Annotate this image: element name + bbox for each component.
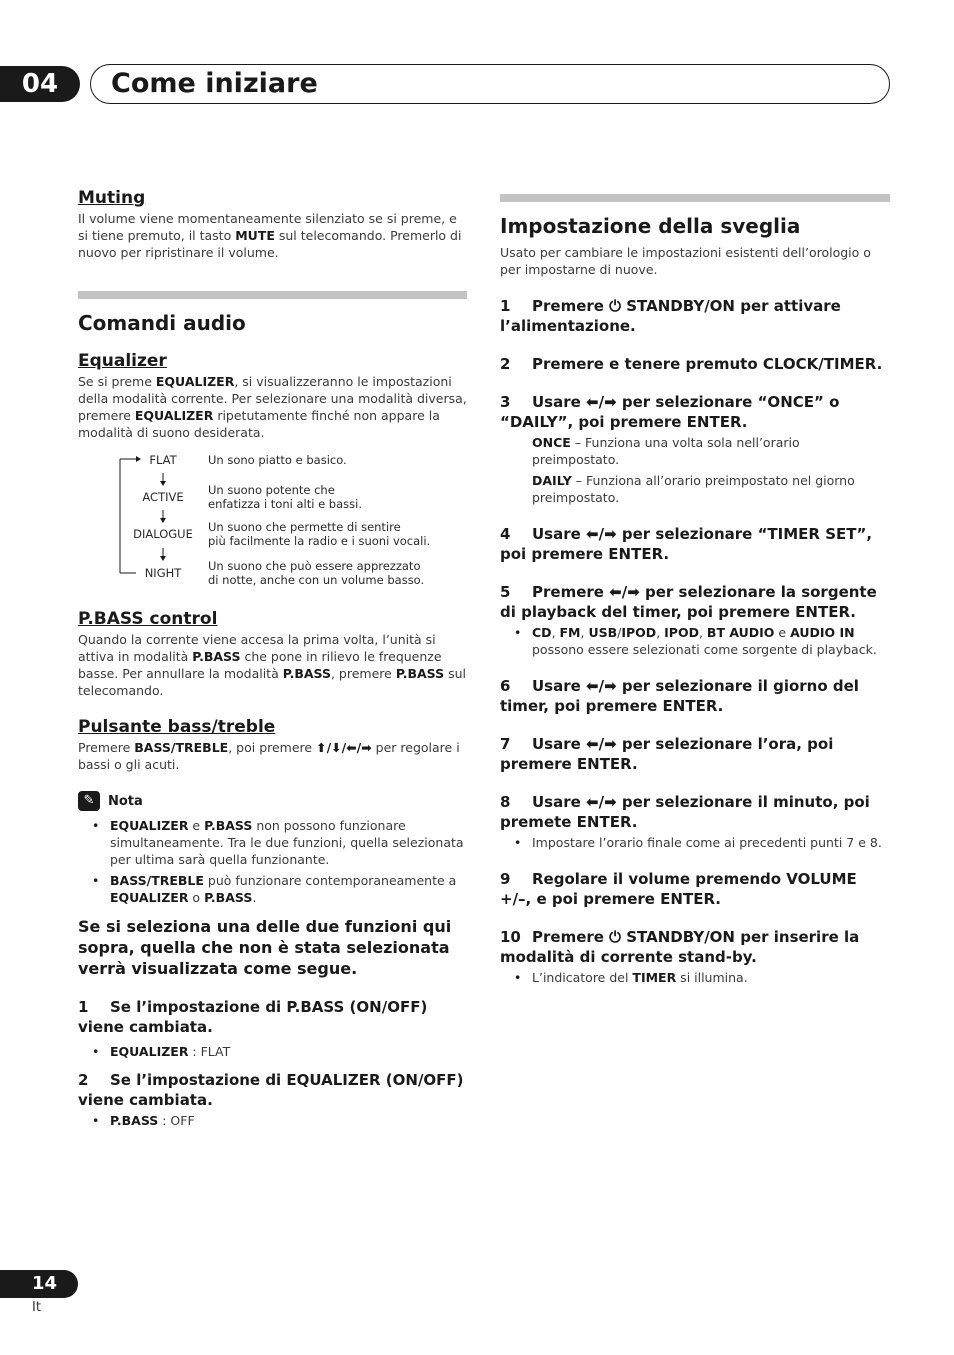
pbass-heading: P.BASS control — [78, 609, 218, 629]
alarm-step-10: 10 Premere ⏻ STANDBY/ON per inserire la modalità di corrente stand-by. — [500, 928, 860, 966]
left-step-2-bullets — [78, 1112, 467, 1129]
bullet-item: • EQUALIZER : FLAT — [110, 1043, 467, 1060]
section-divider — [78, 291, 467, 299]
language-code: It — [32, 1300, 41, 1315]
source-list — [500, 624, 890, 658]
audio-controls-heading: Comandi audio — [78, 311, 246, 335]
pencil-note-icon: ✎ — [78, 791, 100, 811]
alarm-step-3: 3 Usare ⬅/➡ per selezionare “ONCE” o “DAILY”, poi premere ENTER. — [500, 393, 840, 431]
chapter-title: Come iniziare — [111, 68, 318, 99]
chapter-number: 04 — [0, 66, 80, 102]
left-step-2: 2 Se l’impostazione di EQUALIZER (ON/OFF) viene cambiata. — [78, 1071, 464, 1109]
mode-dialogue: DIALOGUE — [133, 527, 193, 541]
mode-dialogue-desc: Un suono che permette di sentire più facilmente la radio e i suoni vocali. — [208, 520, 431, 548]
equalizer-mode-diagram — [78, 453, 467, 591]
source-item: • CD, FM, USB/IPOD, IPOD, BT AUDIO e AUDIO IN possono essere selezionati come sorgente di playback. — [532, 624, 890, 658]
left-step-1: 1 Se l’impostazione di P.BASS (ON/OFF) viene cambiata. — [78, 998, 428, 1036]
chapter-title-box — [90, 64, 890, 104]
muting-text: Il volume viene momentaneamente silenziato se si preme, e si tiene premuto, il tasto MUTE sul telecomando. Premerlo di nuovo per ripristinare il volume. — [78, 211, 462, 260]
left-step-1-bullets — [78, 1043, 467, 1060]
alarm-heading: Impostazione della sveglia — [500, 214, 801, 238]
mode-night: NIGHT — [144, 566, 182, 580]
step-10-notes — [500, 969, 890, 986]
alarm-intro: Usato per cambiare le impostazioni esistenti dell’orologio o per impostarne di nuove. — [500, 245, 871, 277]
note-header — [78, 791, 467, 811]
alarm-step-6: 6 Usare ⬅/➡ per selezionare il giorno del timer, poi premere ENTER. — [500, 677, 859, 715]
step-8-notes — [500, 834, 890, 851]
alarm-step-5: 5 Premere ⬅/➡ per selezionare la sorgente di playback del timer, poi premere ENTER. — [500, 583, 877, 621]
note-label: Nota — [108, 793, 143, 809]
note-list — [78, 817, 467, 906]
mode-active: ACTIVE — [142, 490, 184, 504]
alarm-step-4: 4 Usare ⬅/➡ per selezionare “TIMER SET”, poi premere ENTER. — [500, 525, 873, 563]
left-column — [78, 188, 467, 1129]
page-number: 14 — [0, 1270, 78, 1298]
alarm-step-9: 9 Regolare il volume premendo VOLUME +/–, e poi premere ENTER. — [500, 870, 857, 908]
bullet-item: • P.BASS : OFF — [110, 1112, 467, 1129]
pbass-text: Quando la corrente viene accesa la prima volta, l’unità si attiva in modalità P.BASS che pone in rilievo le frequenze basse. Per annullare la modalità P.BASS, premere P.BASS sul telecomando. — [78, 632, 466, 698]
mode-flat-desc: Un sono piatto e basico. — [208, 453, 347, 467]
mode-flat: FLAT — [149, 453, 177, 467]
once-option: ONCE – Funziona una volta sola nell’orario preimpostato. — [532, 435, 800, 467]
equalizer-heading: Equalizer — [78, 351, 167, 371]
alarm-step-8: 8 Usare ⬅/➡ per selezionare il minuto, poi premete ENTER. — [500, 793, 870, 831]
equalizer-text: Se si preme EQUALIZER, si visualizzeranno le impostazioni della modalità corrente. Per selezionare una modalità diversa, premere EQUALIZER ripetutamente finché non appare la modalità di suono desiderata. — [78, 374, 467, 440]
bullet-item: • L’indicatore del TIMER si illumina. — [532, 969, 890, 986]
note-item: • EQUALIZER e P.BASS non possono funzionare simultaneamente. Tra le due funzioni, quella selezionata per ultima sarà quella funzionante. — [110, 817, 467, 868]
alarm-step-7: 7 Usare ⬅/➡ per selezionare l’ora, poi premere ENTER. — [500, 735, 834, 773]
arrow-keys-icon: ⬆/⬇/⬅/➡ — [316, 740, 372, 755]
emphasis-text: Se si seleziona una delle due funzioni qui sopra, quella che non è stata selezionata verrà visualizzata come segue. — [78, 917, 452, 978]
alarm-step-2: 2 Premere e tenere premuto CLOCK/TIMER. — [500, 355, 883, 373]
alarm-step-1: 1 Premere ⏻ STANDBY/ON per attivare l’alimentazione. — [500, 297, 841, 335]
muting-heading: Muting — [78, 188, 146, 208]
right-column — [500, 194, 890, 986]
section-divider — [500, 194, 890, 202]
bass-treble-text: Premere BASS/TREBLE, poi premere ⬆/⬇/⬅/➡ per regolare i bassi o gli acuti. — [78, 740, 460, 772]
mode-active-desc: Un suono potente che enfatizza i toni alti e bassi. — [208, 483, 362, 511]
note-item: • BASS/TREBLE può funzionare contemporaneamente a EQUALIZER o P.BASS. — [110, 872, 467, 906]
daily-option: DAILY – Funziona all’orario preimpostato nel giorno preimpostato. — [532, 473, 855, 505]
bass-treble-heading: Pulsante bass/treble — [78, 717, 276, 737]
bullet-item: • Impostare l’orario finale come ai precedenti punti 7 e 8. — [532, 834, 890, 851]
mode-night-desc: Un suono che può essere apprezzato di notte, anche con un volume basso. — [208, 559, 425, 587]
